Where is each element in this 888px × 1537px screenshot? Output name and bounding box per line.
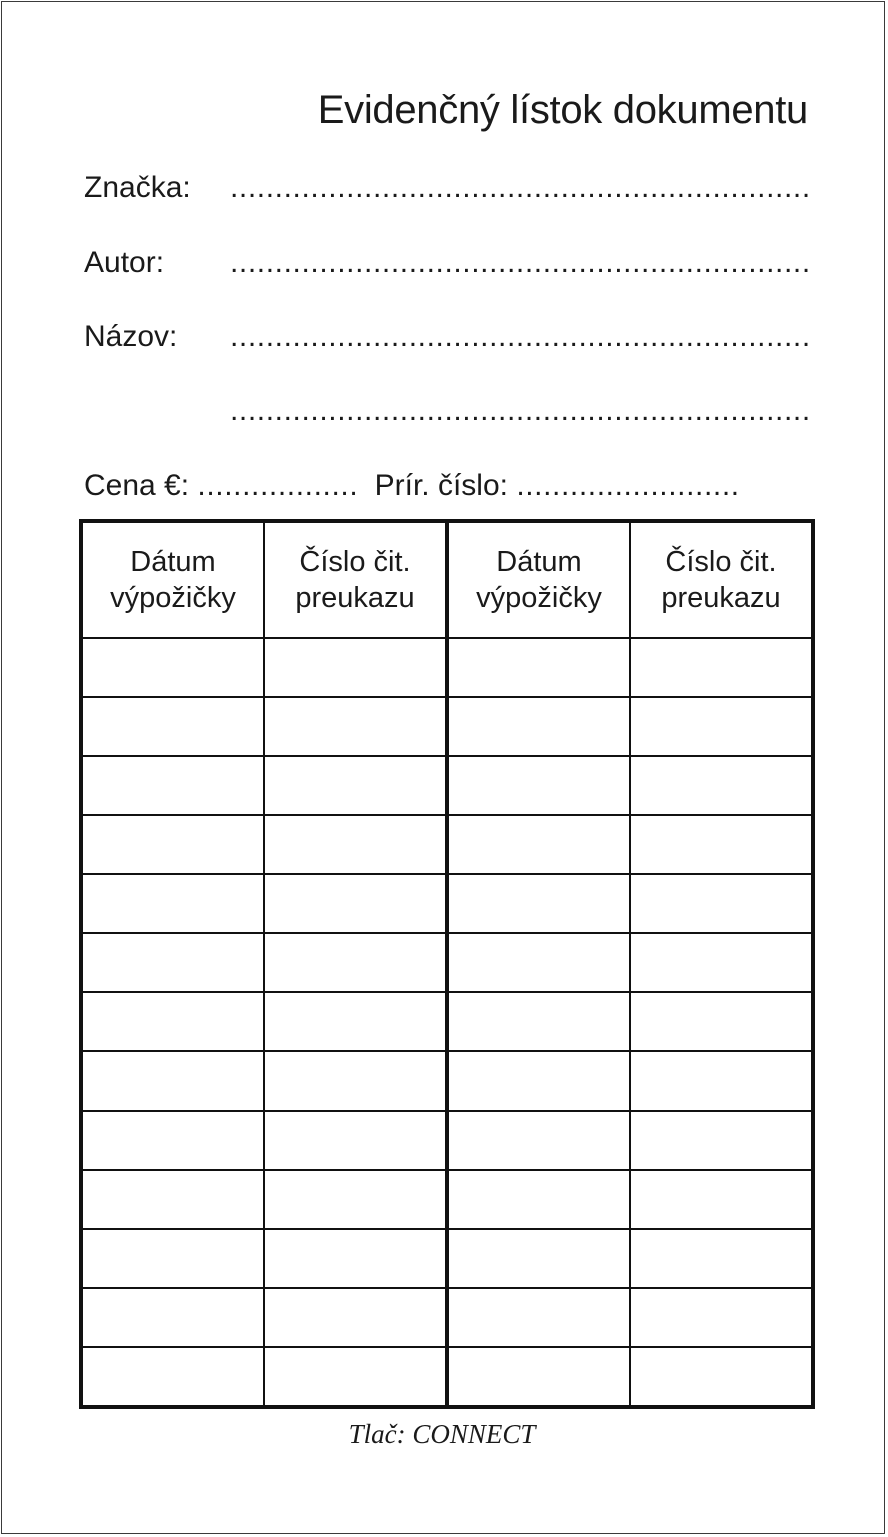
cell-loan-date-1[interactable]: [81, 992, 264, 1051]
cell-reader-card-2[interactable]: [630, 1288, 813, 1347]
header-text: preukazu: [661, 582, 781, 614]
cell-loan-date-1[interactable]: [81, 1229, 264, 1288]
table-row: [81, 1111, 813, 1170]
cell-reader-card-1[interactable]: [264, 992, 447, 1051]
cell-loan-date-1[interactable]: [81, 933, 264, 992]
cell-loan-date-1[interactable]: [81, 638, 264, 697]
price-field[interactable]: ..................: [197, 469, 359, 502]
header-text: výpožičky: [476, 582, 602, 614]
cell-loan-date-2[interactable]: [447, 1288, 630, 1347]
cell-loan-date-2[interactable]: [447, 1347, 630, 1407]
znacka-field[interactable]: .................................................................: [230, 171, 811, 204]
cell-loan-date-1[interactable]: [81, 874, 264, 933]
loan-table-body: [81, 638, 813, 1407]
cell-reader-card-2[interactable]: [630, 1051, 813, 1110]
table-row: [81, 1288, 813, 1347]
table-row: [81, 1229, 813, 1288]
cell-loan-date-2[interactable]: [447, 697, 630, 756]
header-text: preukazu: [295, 582, 415, 614]
table-row: [81, 1051, 813, 1110]
header-loan-date-1: [81, 521, 264, 638]
cell-reader-card-2[interactable]: [630, 1347, 813, 1407]
nazov-label: Názov:: [84, 320, 178, 353]
document-title: Evidenčný lístok dokumentu: [317, 88, 808, 132]
autor-label: Autor:: [84, 246, 165, 279]
cell-reader-card-1[interactable]: [264, 756, 447, 815]
loan-table: [79, 519, 815, 1409]
header-text: Dátum: [496, 546, 582, 578]
table-row: [81, 1170, 813, 1229]
document-card: [1, 1, 885, 1534]
table-row: [81, 697, 813, 756]
cell-reader-card-2[interactable]: [630, 933, 813, 992]
cell-reader-card-2[interactable]: [630, 638, 813, 697]
cell-reader-card-2[interactable]: [630, 756, 813, 815]
header-text: Číslo čit.: [299, 546, 411, 578]
cell-loan-date-2[interactable]: [447, 1170, 630, 1229]
cell-loan-date-2[interactable]: [447, 992, 630, 1051]
nazov-field[interactable]: .................................................................: [230, 320, 811, 353]
cell-loan-date-2[interactable]: [447, 815, 630, 874]
cell-loan-date-2[interactable]: [447, 638, 630, 697]
price-label: Cena €:: [84, 469, 190, 502]
nazov-field-line2[interactable]: .................................................................: [230, 394, 811, 427]
autor-field[interactable]: .................................................................: [230, 246, 811, 279]
price-row: [84, 468, 740, 504]
table-row: [81, 874, 813, 933]
cell-reader-card-2[interactable]: [630, 1111, 813, 1170]
cell-loan-date-1[interactable]: [81, 1170, 264, 1229]
cell-loan-date-1[interactable]: [81, 1288, 264, 1347]
cell-reader-card-2[interactable]: [630, 815, 813, 874]
printer-credit: Tlač: CONNECT: [348, 1419, 536, 1449]
cell-loan-date-2[interactable]: [447, 1229, 630, 1288]
cell-loan-date-2[interactable]: [447, 756, 630, 815]
cell-loan-date-1[interactable]: [81, 815, 264, 874]
cell-loan-date-2[interactable]: [447, 874, 630, 933]
cell-reader-card-1[interactable]: [264, 697, 447, 756]
cell-loan-date-1[interactable]: [81, 1051, 264, 1110]
header-reader-card-1: [264, 521, 447, 638]
cell-loan-date-1[interactable]: [81, 1347, 264, 1407]
header-text: Dátum: [130, 546, 216, 578]
cell-reader-card-1[interactable]: [264, 815, 447, 874]
table-row: [81, 756, 813, 815]
loan-table-wrapper: [79, 519, 815, 1409]
cell-loan-date-2[interactable]: [447, 933, 630, 992]
cell-reader-card-1[interactable]: [264, 1051, 447, 1110]
cell-reader-card-1[interactable]: [264, 1288, 447, 1347]
accession-number-field[interactable]: .........................: [516, 469, 740, 502]
cell-reader-card-1[interactable]: [264, 1111, 447, 1170]
cell-reader-card-1[interactable]: [264, 874, 447, 933]
cell-reader-card-1[interactable]: [264, 1229, 447, 1288]
table-row: [81, 992, 813, 1051]
cell-reader-card-2[interactable]: [630, 697, 813, 756]
znacka-label: Značka:: [84, 171, 191, 204]
cell-loan-date-1[interactable]: [81, 756, 264, 815]
header-loan-date-2: [447, 521, 630, 638]
header-text: Číslo čit.: [665, 546, 777, 578]
cell-loan-date-1[interactable]: [81, 697, 264, 756]
cell-reader-card-2[interactable]: [630, 874, 813, 933]
cell-reader-card-1[interactable]: [264, 1170, 447, 1229]
table-row: [81, 1347, 813, 1407]
cell-reader-card-2[interactable]: [630, 1229, 813, 1288]
cell-reader-card-1[interactable]: [264, 1347, 447, 1407]
cell-reader-card-2[interactable]: [630, 1170, 813, 1229]
cell-loan-date-1[interactable]: [81, 1111, 264, 1170]
table-row: [81, 815, 813, 874]
table-row: [81, 638, 813, 697]
header-text: výpožičky: [110, 582, 236, 614]
cell-reader-card-2[interactable]: [630, 992, 813, 1051]
cell-reader-card-1[interactable]: [264, 638, 447, 697]
header-reader-card-2: [630, 521, 813, 638]
table-header-row: [81, 521, 813, 638]
accession-number-label: Prír. číslo:: [374, 469, 508, 502]
cell-loan-date-2[interactable]: [447, 1051, 630, 1110]
table-row: [81, 933, 813, 992]
cell-loan-date-2[interactable]: [447, 1111, 630, 1170]
cell-reader-card-1[interactable]: [264, 933, 447, 992]
